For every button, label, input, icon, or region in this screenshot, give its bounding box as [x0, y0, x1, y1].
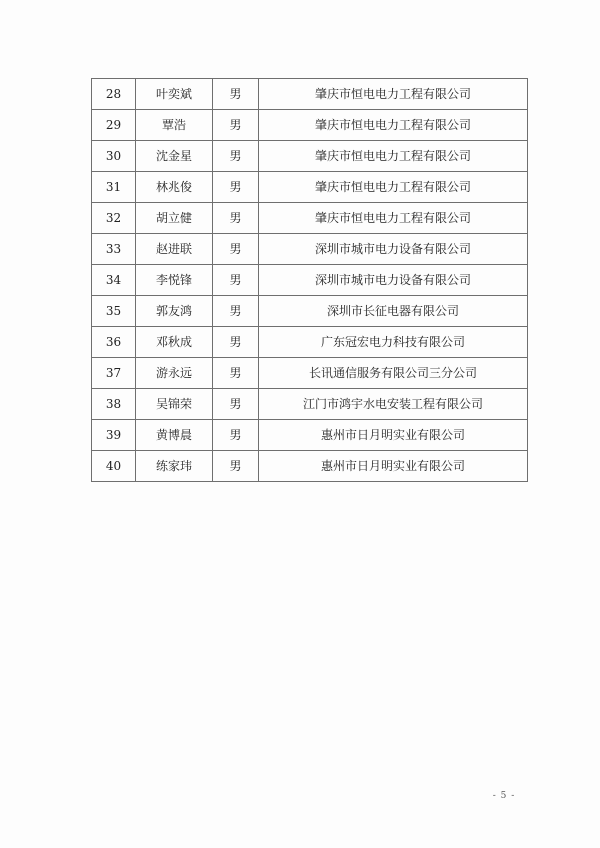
person-name: 沈金星	[136, 141, 213, 172]
company-name: 惠州市日月明实业有限公司	[259, 451, 528, 482]
row-number: 28	[92, 79, 136, 110]
table-row	[92, 358, 528, 389]
person-gender: 男	[213, 451, 259, 482]
person-name: 游永远	[136, 358, 213, 389]
company-name: 深圳市城市电力设备有限公司	[259, 265, 528, 296]
row-number: 35	[92, 296, 136, 327]
person-gender: 男	[213, 141, 259, 172]
row-number: 36	[92, 327, 136, 358]
person-name: 吴锦荣	[136, 389, 213, 420]
row-number: 38	[92, 389, 136, 420]
table-row	[92, 265, 528, 296]
table-row	[92, 389, 528, 420]
row-number: 40	[92, 451, 136, 482]
company-name: 肇庆市恒电电力工程有限公司	[259, 203, 528, 234]
person-name: 赵进联	[136, 234, 213, 265]
row-number: 39	[92, 420, 136, 451]
person-gender: 男	[213, 110, 259, 141]
table-row	[92, 141, 528, 172]
company-name: 惠州市日月明实业有限公司	[259, 420, 528, 451]
roster-table	[91, 78, 528, 482]
company-name: 肇庆市恒电电力工程有限公司	[259, 141, 528, 172]
person-gender: 男	[213, 234, 259, 265]
company-name: 江门市鸿宇水电安装工程有限公司	[259, 389, 528, 420]
table-row	[92, 420, 528, 451]
person-name: 黄博晨	[136, 420, 213, 451]
table-row	[92, 110, 528, 141]
person-gender: 男	[213, 358, 259, 389]
table-row	[92, 172, 528, 203]
person-name: 邓秋成	[136, 327, 213, 358]
row-number: 30	[92, 141, 136, 172]
person-name: 林兆俊	[136, 172, 213, 203]
person-name: 郭友鸿	[136, 296, 213, 327]
table-row	[92, 79, 528, 110]
table-row	[92, 203, 528, 234]
company-name: 广东冠宏电力科技有限公司	[259, 327, 528, 358]
person-name: 叶奕斌	[136, 79, 213, 110]
company-name: 肇庆市恒电电力工程有限公司	[259, 110, 528, 141]
row-number: 31	[92, 172, 136, 203]
row-number: 37	[92, 358, 136, 389]
table-row	[92, 234, 528, 265]
company-name: 肇庆市恒电电力工程有限公司	[259, 79, 528, 110]
company-name: 深圳市城市电力设备有限公司	[259, 234, 528, 265]
table-row	[92, 327, 528, 358]
person-gender: 男	[213, 420, 259, 451]
person-gender: 男	[213, 265, 259, 296]
row-number: 32	[92, 203, 136, 234]
company-name: 深圳市长征电器有限公司	[259, 296, 528, 327]
person-gender: 男	[213, 296, 259, 327]
person-name: 胡立健	[136, 203, 213, 234]
company-name: 长讯通信服务有限公司三分公司	[259, 358, 528, 389]
row-number: 34	[92, 265, 136, 296]
person-gender: 男	[213, 327, 259, 358]
row-number: 33	[92, 234, 136, 265]
person-name: 练家玮	[136, 451, 213, 482]
person-name: 李悦锋	[136, 265, 213, 296]
table-row	[92, 451, 528, 482]
company-name: 肇庆市恒电电力工程有限公司	[259, 172, 528, 203]
person-gender: 男	[213, 203, 259, 234]
person-gender: 男	[213, 389, 259, 420]
row-number: 29	[92, 110, 136, 141]
person-gender: 男	[213, 79, 259, 110]
person-name: 覃浩	[136, 110, 213, 141]
page-number: - 5 -	[492, 791, 516, 801]
table-row	[92, 296, 528, 327]
person-gender: 男	[213, 172, 259, 203]
